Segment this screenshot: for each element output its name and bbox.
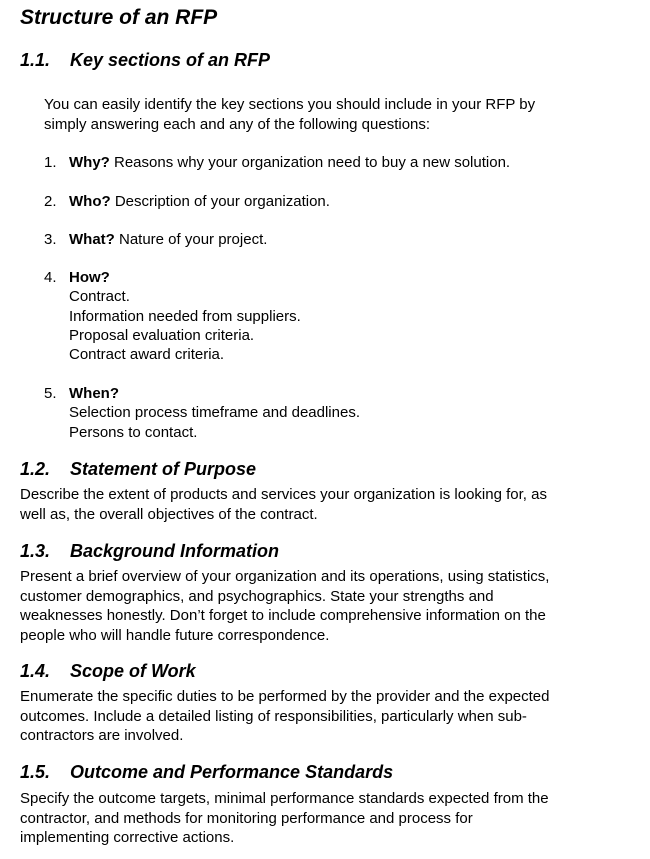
list-question: What? [69,231,115,248]
section-number: 1.5. [20,762,51,782]
list-marker: 1. [44,154,57,171]
list-sub-item: Contract award criteria. [69,346,225,364]
list-marker: 4. [44,269,57,286]
section-title: Key sections of an RFP [70,50,271,70]
list-text: Description of your organization. [110,193,330,210]
section-number: 1.1. [20,50,51,70]
paragraph-line: contractor, and methods for monitoring performance and process for [20,809,473,827]
section-paragraph-outcome-and-performance [20,789,549,848]
section-number: 1.4. [20,661,51,681]
section-heading-background-information [20,541,279,562]
list-item-when [44,384,360,442]
paragraph-line: weaknesses honestly. Don’t forget to include comprehensive information on the [20,607,546,624]
section-title: Scope of Work [70,661,196,681]
paragraph-line: Specify the outcome targets, minimal performance standards expected from the [20,790,549,807]
paragraph-line: people who will handle future correspondence. [20,626,330,644]
list-sub-item: Persons to contact. [69,423,198,441]
section-paragraph-scope-of-work [20,687,549,746]
list-question: Who? [69,193,111,210]
section-heading-outcome-and-performance [20,762,393,783]
list-question: How? [69,269,110,286]
list-marker: 5. [44,385,57,402]
section-number: 1.2. [20,459,51,479]
paragraph-line: simply answering each and any of the following questions: [44,115,431,133]
list-item-how [44,268,301,364]
list-sub-item: Information needed from suppliers. [69,307,301,325]
list-question: When? [69,385,119,402]
list-marker: 3. [44,231,57,248]
section-title: Background Information [70,541,280,561]
section-number: 1.3. [20,541,51,561]
paragraph-line: You can easily identify the key sections you should include in your RFP by [44,96,536,113]
paragraph-line: Enumerate the specific duties to be performed by the provider and the expected [20,688,550,705]
list-item-why [44,153,510,172]
paragraph-line: customer demographics, and psychographics. State your strengths and [20,587,494,605]
section-paragraph-statement-of-purpose [20,485,547,524]
paragraph-line: outcomes. Include a detailed listing of responsibilities, particularly when sub- [20,707,527,725]
paragraph-line: implementing corrective actions. [20,829,235,846]
list-question: Why? [69,154,110,171]
list-sub-item: Selection process timeframe and deadlines. [69,404,360,422]
paragraph-line: well as, the overall objectives of the contract. [20,505,318,523]
list-marker: 2. [44,193,57,210]
list-sub-item: Proposal evaluation criteria. [69,326,255,344]
document-title: Structure of an RFP [20,6,218,29]
section-heading-key-sections [20,50,270,71]
section-title: Statement of Purpose [70,459,257,479]
list-text: Reasons why your organization need to buy a new solution. [109,154,511,171]
section-title: Outcome and Performance Standards [70,762,394,782]
section-paragraph-background-information [20,567,549,645]
list-text: Nature of your project. [114,231,268,248]
section-intro-paragraph [44,95,535,134]
section-heading-scope-of-work [20,661,196,682]
list-item-what [44,230,267,249]
section-heading-statement-of-purpose [20,459,256,480]
list-sub-item: Contract. [69,288,130,306]
list-item-who [44,192,330,211]
paragraph-line: contractors are involved. [20,727,184,744]
paragraph-line: Describe the extent of products and services your organization is looking for, as [20,486,547,503]
paragraph-line: Present a brief overview of your organization and its operations, using statistics, [20,568,550,585]
